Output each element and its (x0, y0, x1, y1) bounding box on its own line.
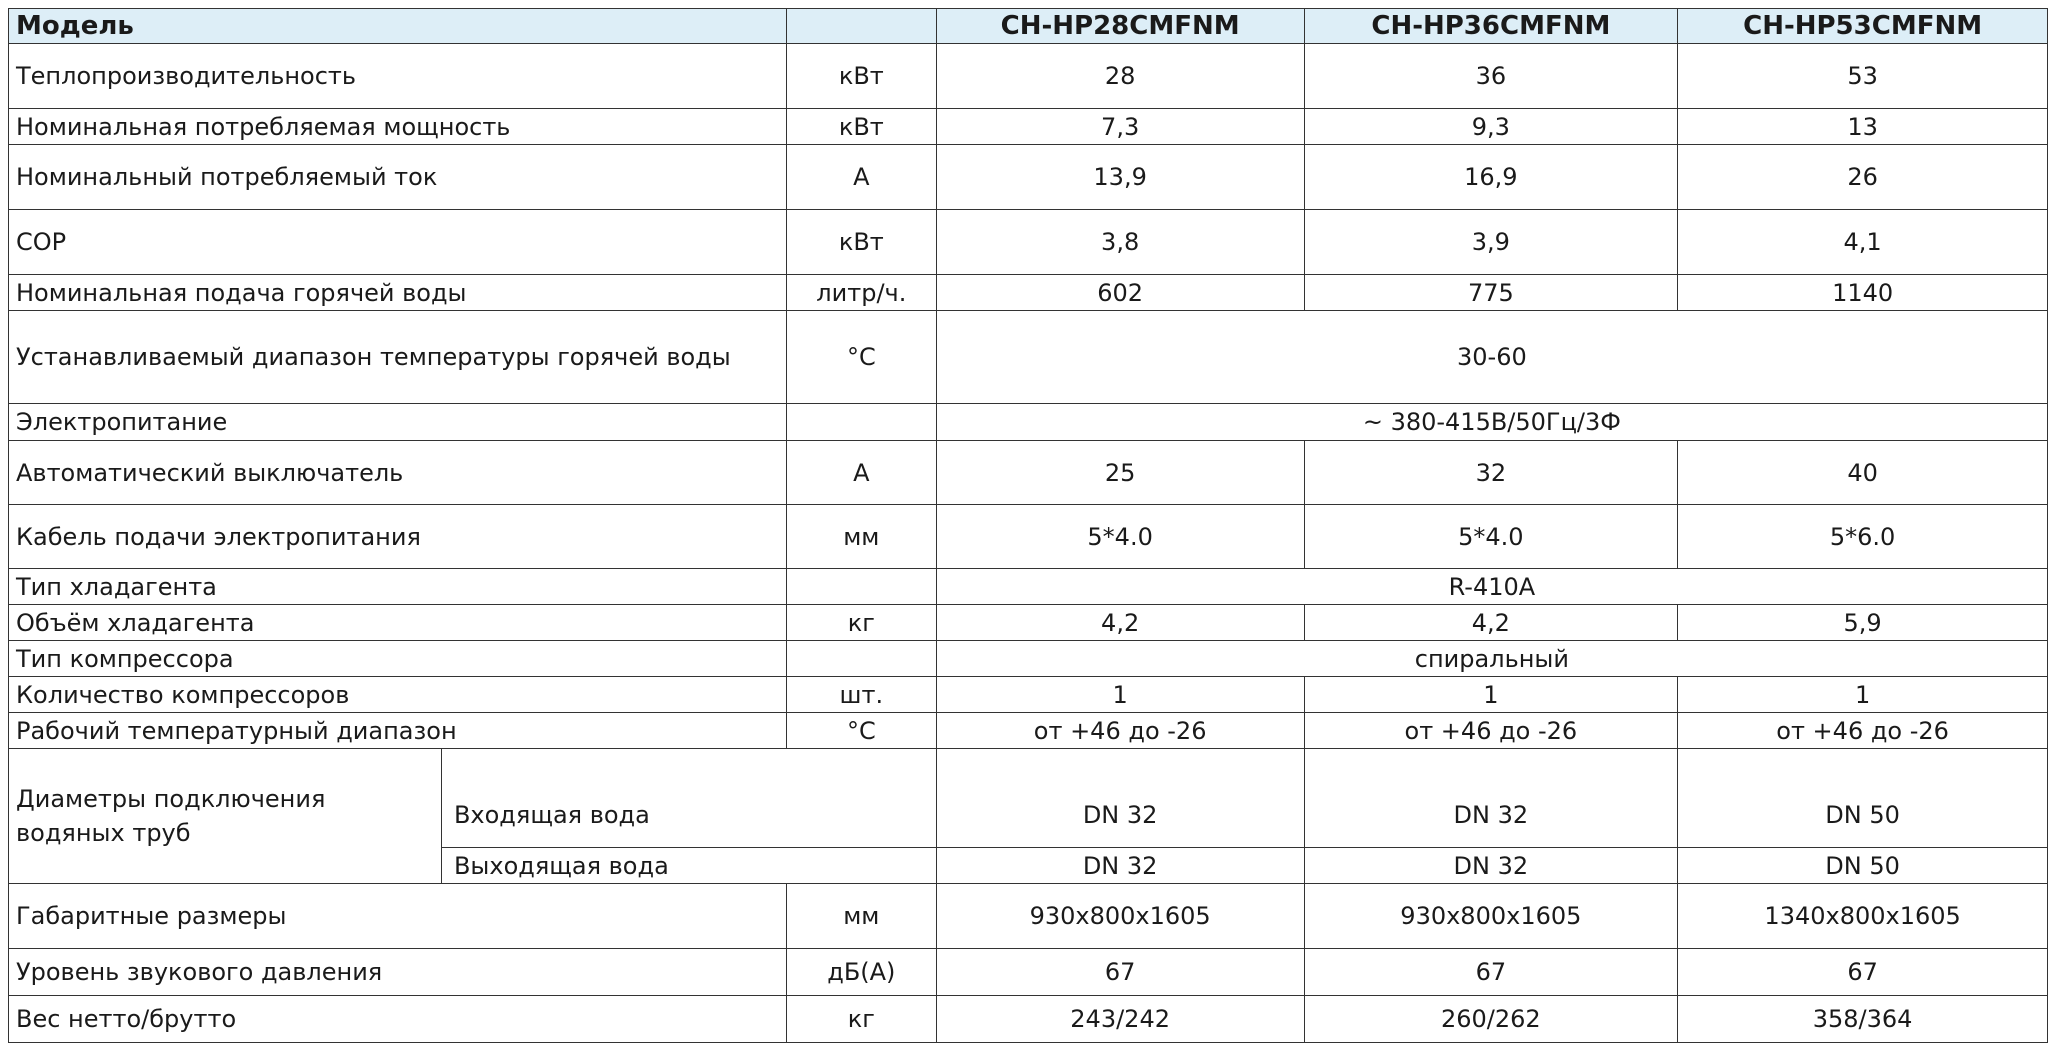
cell-value-merged: 30-60 (936, 311, 2047, 404)
table-row (9, 505, 2048, 569)
row-label: Номинальный потребляемый ток (9, 145, 787, 210)
row-label: COP (9, 210, 787, 275)
cell-value: 26 (1678, 145, 2048, 210)
table-row (9, 749, 2048, 783)
cell-value: 358/364 (1678, 996, 2048, 1043)
cell-value: 930x800x1605 (1304, 884, 1678, 949)
cell-value: 7,3 (936, 109, 1304, 145)
cell-value: 67 (1678, 949, 2048, 996)
cell-value-merged: ~ 380-415В/50Гц/3Ф (936, 404, 2047, 441)
row-unit: °C (786, 713, 936, 749)
cell-value: 4,1 (1678, 210, 2048, 275)
row-label: Теплопроизводительность (9, 44, 787, 109)
cell-value: DN 32 (936, 848, 1304, 884)
table-row (9, 404, 2048, 441)
cell-value: 260/262 (1304, 996, 1678, 1043)
cell-value: 32 (1304, 441, 1678, 505)
cell-value: от +46 до -26 (1304, 713, 1678, 749)
model-name-3: CH-HP53CMFNM (1678, 9, 2048, 44)
cell-value: DN 32 (1304, 848, 1678, 884)
sub-row-label: Выходящая вода (441, 848, 936, 884)
row-unit: шт. (786, 677, 936, 713)
cell-value: DN 32 (1304, 783, 1678, 848)
table-row (9, 275, 2048, 311)
table-row (9, 569, 2048, 605)
row-label: Рабочий температурный диапазон (9, 713, 787, 749)
cell-value: 9,3 (1304, 109, 1678, 145)
unit-header (786, 9, 936, 44)
row-unit (786, 404, 936, 441)
row-label: Диаметры подключения водяных труб (9, 749, 442, 884)
table-row (9, 949, 2048, 996)
table-row (9, 109, 2048, 145)
model-name-2: CH-HP36CMFNM (1304, 9, 1678, 44)
cell-value: 602 (936, 275, 1304, 311)
table-row (9, 145, 2048, 210)
cell-value: 5*4.0 (1304, 505, 1678, 569)
row-label: Габаритные размеры (9, 884, 787, 949)
cell-value: 40 (1678, 441, 2048, 505)
table-row (9, 677, 2048, 713)
row-unit: литр/ч. (786, 275, 936, 311)
table-row (9, 311, 2048, 404)
cell-value: 1340x800x1605 (1678, 884, 2048, 949)
cell-value: 930x800x1605 (936, 884, 1304, 949)
cell-value: 4,2 (1304, 605, 1678, 641)
row-unit (786, 641, 936, 677)
cell-value: 3,8 (936, 210, 1304, 275)
table-row (9, 44, 2048, 109)
cell-value: 1 (936, 677, 1304, 713)
cell-value: 1 (1304, 677, 1678, 713)
cell-value: 13,9 (936, 145, 1304, 210)
cell-value: 67 (936, 949, 1304, 996)
row-unit: кг (786, 996, 936, 1043)
row-label: Количество компрессоров (9, 677, 787, 713)
cell-value: от +46 до -26 (936, 713, 1304, 749)
cell-value: 16,9 (1304, 145, 1678, 210)
cell-value: 5*4.0 (936, 505, 1304, 569)
cell-value: 775 (1304, 275, 1678, 311)
cell-value: DN 50 (1678, 783, 2048, 848)
cell-value: 67 (1304, 949, 1678, 996)
cell-value: 28 (936, 44, 1304, 109)
model-name-1: CH-HP28CMFNM (936, 9, 1304, 44)
cell-value: 53 (1678, 44, 2048, 109)
cell-value: 36 (1304, 44, 1678, 109)
model-header: Модель (9, 9, 787, 44)
row-unit: кВт (786, 109, 936, 145)
row-label: Номинальная потребляемая мощность (9, 109, 787, 145)
row-unit: мм (786, 884, 936, 949)
row-unit (786, 569, 936, 605)
cell-value: DN 32 (936, 783, 1304, 848)
row-label: Вес нетто/брутто (9, 996, 787, 1043)
cell-value: 3,9 (1304, 210, 1678, 275)
spacer-cell (441, 749, 936, 783)
row-unit: А (786, 441, 936, 505)
sub-row-label: Входящая вода (441, 783, 936, 848)
cell-value: 243/242 (936, 996, 1304, 1043)
spec-table (8, 8, 2048, 1043)
row-label: Объём хладагента (9, 605, 787, 641)
row-unit: кг (786, 605, 936, 641)
table-row (9, 884, 2048, 949)
cell-value: DN 50 (1678, 848, 2048, 884)
cell-value: 4,2 (936, 605, 1304, 641)
table-row (9, 210, 2048, 275)
row-label: Номинальная подача горячей воды (9, 275, 787, 311)
row-unit: кВт (786, 44, 936, 109)
table-row (9, 996, 2048, 1043)
row-label: Кабель подачи электропитания (9, 505, 787, 569)
cell-value: 1 (1678, 677, 2048, 713)
table-row (9, 641, 2048, 677)
cell-value: 5*6.0 (1678, 505, 2048, 569)
spacer-cell (936, 749, 1304, 783)
row-unit: °C (786, 311, 936, 404)
header-row (9, 9, 2048, 44)
cell-value-merged: спиральный (936, 641, 2047, 677)
row-label: Тип компрессора (9, 641, 787, 677)
row-unit: мм (786, 505, 936, 569)
row-unit: А (786, 145, 936, 210)
row-unit: кВт (786, 210, 936, 275)
table-row (9, 605, 2048, 641)
row-label: Уровень звукового давления (9, 949, 787, 996)
row-label: Тип хладагента (9, 569, 787, 605)
cell-value: 25 (936, 441, 1304, 505)
spacer-cell (1678, 749, 2048, 783)
row-label: Устанавливаемый диапазон температуры горячей воды (9, 311, 787, 404)
cell-value: от +46 до -26 (1678, 713, 2048, 749)
row-unit: дБ(А) (786, 949, 936, 996)
cell-value: 13 (1678, 109, 2048, 145)
spacer-cell (1304, 749, 1678, 783)
cell-value-merged: R-410A (936, 569, 2047, 605)
row-label: Электропитание (9, 404, 787, 441)
table-row (9, 713, 2048, 749)
row-label: Автоматический выключатель (9, 441, 787, 505)
table-row (9, 441, 2048, 505)
cell-value: 1140 (1678, 275, 2048, 311)
cell-value: 5,9 (1678, 605, 2048, 641)
